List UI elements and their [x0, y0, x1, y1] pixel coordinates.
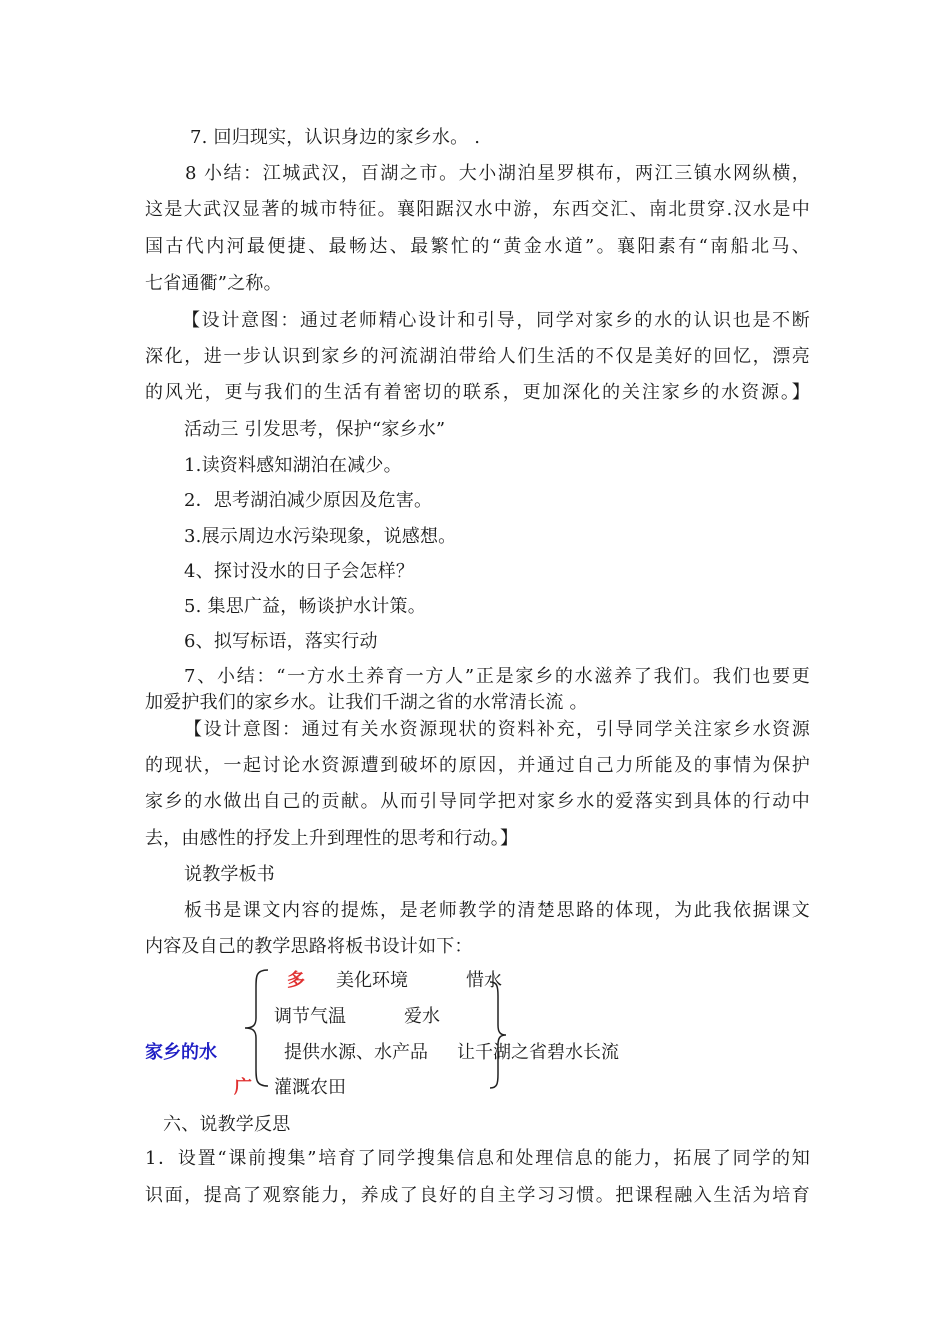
- text-line: 加爱护我们的家乡水。让我们千湖之省的水常清长流 。: [145, 692, 588, 713]
- text-line: 2．思考湖泊减少原因及危害。: [184, 490, 433, 511]
- right-brace: [488, 980, 508, 1090]
- board-item-tigong: 提供水源、水产品: [284, 1042, 428, 1063]
- text-line: 【设计意图：通过老师精心设计和引导，同学对家乡的水的认识也是不断: [182, 310, 810, 331]
- board-item-tiaojie: 调节气温: [274, 1006, 346, 1027]
- text-line: 1.读资料感知湖泊在减少。: [184, 455, 402, 476]
- board-item-meihua: 美化环境: [336, 970, 408, 991]
- text-line: 七省通衢”之称。: [145, 273, 282, 294]
- text-line: 7. 回归现实，认识身边的家乡水。 .: [190, 127, 481, 148]
- text-line: 内容及自己的教学思路将板书设计如下：: [145, 936, 473, 957]
- text-line: 深化，进一步认识到家乡的河流湖泊带给人们生活的不仅是美好的回忆，漂亮: [145, 346, 810, 367]
- text-line: 4、探讨没水的日子会怎样？: [184, 561, 415, 582]
- text-line: 8 小结：江城武汉，百湖之市。大小湖泊星罗棋布，两江三镇水网纵横，: [185, 163, 810, 184]
- board-item-xishui: 惜水: [466, 970, 502, 991]
- text-line: 7、小结：“一方水土养育一方人”正是家乡的水滋养了我们。我们也要更: [184, 666, 810, 687]
- board-center-title: 家乡的水: [145, 1042, 217, 1063]
- board-keyword-duo: 多: [287, 970, 305, 991]
- text-line: 家乡的水做出自己的贡献。从而引导同学把对家乡水的爱落实到具体的行动中: [145, 791, 810, 812]
- text-line: 3.展示周边水污染现象，说感想。: [184, 526, 457, 547]
- text-line: 活动三 引发思考，保护“家乡水”: [184, 419, 446, 440]
- board-item-rang: 让千湖之省碧水长流: [457, 1042, 619, 1063]
- board-item-guangai: 灌溉农田: [274, 1077, 346, 1098]
- text-line: 【设计意图：通过有关水资源现状的资料补充，引导同学关注家乡水资源: [184, 719, 810, 740]
- board-keyword-guang: 广: [234, 1077, 252, 1098]
- board-item-aishui: 爱水: [404, 1006, 440, 1027]
- text-line: 去，由感性的抒发上升到理性的思考和行动。】: [145, 828, 519, 849]
- text-line: 1．设置“课前搜集”培育了同学搜集信息和处理信息的能力，拓展了同学的知: [145, 1148, 810, 1169]
- text-line: 的风光，更与我们的生活有着密切的联系，更加深化的关注家乡的水资源。】: [145, 382, 810, 403]
- text-line: 6、拟写标语，落实行动: [184, 631, 378, 652]
- text-line: 这是大武汉显著的城市特征。襄阳踞汉水中游，东西交汇、南北贯穿.汉水是中: [145, 199, 810, 220]
- text-line: 板书是课文内容的提炼，是老师教学的清楚思路的体现，为此我依据课文: [184, 900, 810, 921]
- text-line: 识面，提高了观察能力，养成了良好的自主学习习惯。把课程融入生活为培育: [145, 1185, 810, 1206]
- text-line: 说教学板书: [184, 864, 275, 885]
- left-brace: [242, 968, 272, 1088]
- section-heading: 六、说教学反思: [163, 1114, 291, 1135]
- text-line: 5. 集思广益，畅谈护水计策。: [184, 596, 426, 617]
- text-line: 国古代内河最便捷、最畅达、最繁忙的“黄金水道”。襄阳素有“南船北马、: [145, 236, 810, 257]
- text-line: 的现状，一起讨论水资源遭到破坏的原因，并通过自己力所能及的事情为保护: [145, 755, 810, 776]
